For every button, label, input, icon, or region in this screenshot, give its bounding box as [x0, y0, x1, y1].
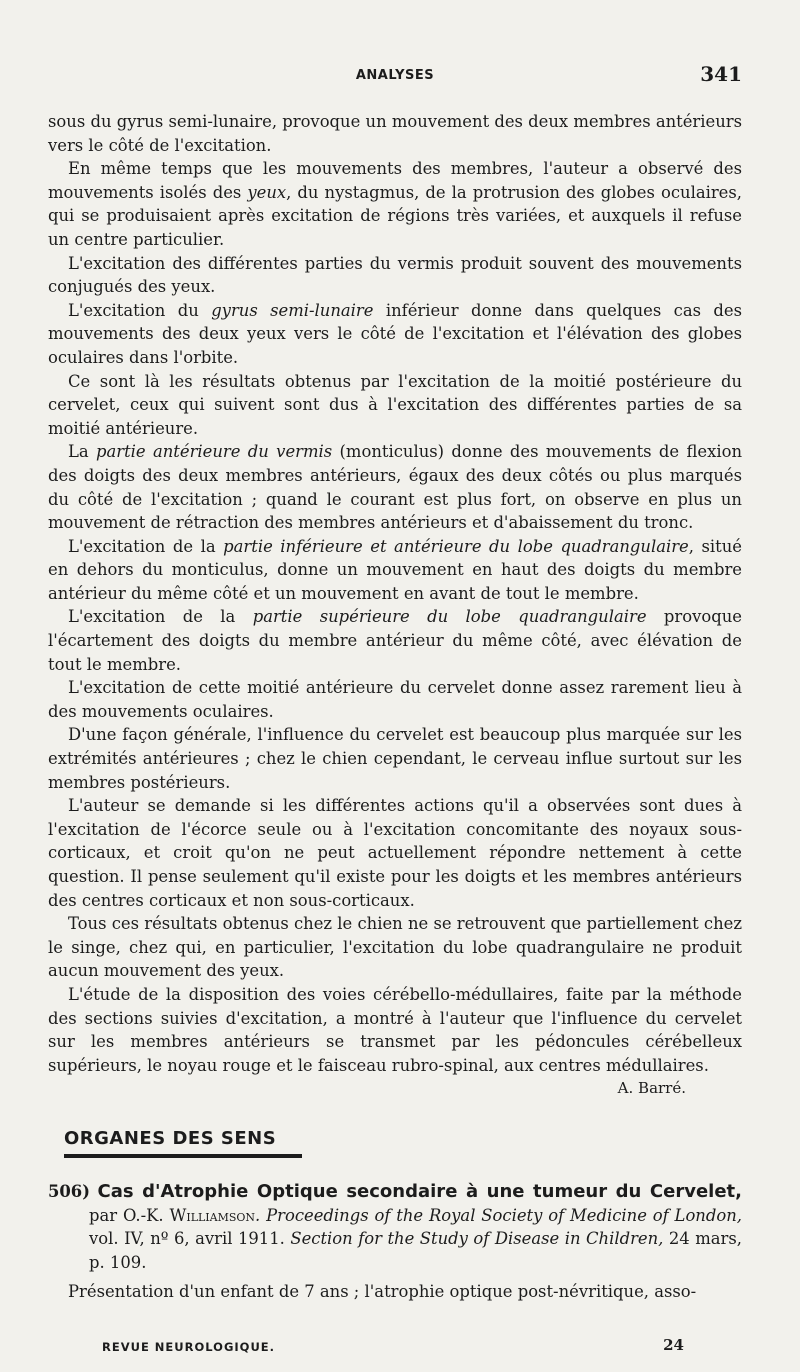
page-number: 341 — [700, 62, 742, 86]
italic-term: gyrus semi-lunaire — [211, 300, 374, 320]
signature-mark: 24 — [663, 1336, 684, 1354]
text-run: (monticulus) donne des mouvements de flexion des doigts des deux membres antérieurs, égaux des deux côtés ou plus marqués du côté de l'excitation ; quand le courant est plus fort, on observe en plus un mouvement de rétraction des membres antérieurs et d'abaissement du tronc. — [48, 442, 742, 533]
paragraph — [48, 723, 742, 794]
text-run: L'étude de la disposition des voies cérébello-médullaires, faite par la méthode des sections suivies d'excitation, a montré à l'auteur que l'influence du cervelet sur les membres antérieurs se transmet par les pédoncules cérébelleux supérieurs, le noyau rouge et le faisceau rubro-spinal, aux centres médullaires. — [48, 984, 742, 1075]
text-run: L'excitation de la — [68, 607, 253, 627]
paragraph — [48, 370, 742, 441]
paragraph — [48, 535, 742, 606]
text-run: provoque l'écartement des doigts du membre antérieur du même côté, avec élévation de tout le membre. — [48, 607, 742, 674]
italic-term: partie antérieure du vermis — [96, 442, 333, 462]
paragraph — [48, 605, 742, 676]
paragraph — [48, 157, 742, 251]
text-run: , du nystagmus, de la protrusion des globes oculaires, qui se produisaient après excitation de régions très variées, et auxquels il refuse un centre particulier. — [48, 182, 742, 249]
text-run: L'excitation du — [68, 300, 212, 320]
paragraph — [48, 794, 742, 912]
running-head — [48, 62, 742, 88]
text-run: L'excitation de la — [68, 536, 224, 556]
text-run: La — [68, 442, 96, 462]
text-run: D'une façon générale, l'influence du cervelet est beaucoup plus marquée sur les extrémités antérieures ; chez le chien cependant, le cerveau influe surtout sur les membres postérieurs. — [48, 725, 742, 792]
entry-text: Présentation d'un enfant de 7 ans ; l'atrophie optique post-névritique, asso- — [68, 1282, 697, 1302]
paragraph-list — [48, 110, 742, 1077]
journal-name: REVUE NEUROLOGIQUE. — [102, 1340, 276, 1354]
text-run: Ce sont là les résultats obtenus par l'excitation de la moitié postérieure du cervelet, ceux qui suivent sont dus à l'excitation des différentes parties de sa moitié antérieure. — [48, 371, 742, 438]
abstract-entry — [48, 1180, 742, 1304]
entry-section-ref: Section for the Study of Disease in Children, — [290, 1229, 664, 1249]
paragraph — [48, 912, 742, 983]
italic-term: partie supérieure du lobe quadrangulaire — [252, 607, 647, 627]
italic-term: partie inférieure et antérieure du lobe quadrangulaire — [223, 536, 689, 556]
article-body — [48, 110, 742, 1101]
text-run: inférieur donne dans quelques cas des mouvements des deux yeux vers le côté de l'excitation et l'élévation des globes oculaires dans l'orbite. — [48, 300, 742, 367]
italic-term: yeux — [247, 182, 287, 202]
entry-volume: vol. IV, nº 6, avril 1911. — [89, 1229, 291, 1249]
paragraph — [48, 110, 742, 157]
author-signature: A. Barré. — [617, 1079, 686, 1098]
section-title: ORGANES DES SENS — [64, 1128, 277, 1149]
text-run: En même temps que les mouvements des membres, l'auteur a observé des mouvements isolés des — [48, 159, 742, 202]
text-run: sous du gyrus semi-lunaire, provoque un mouvement des deux membres antérieurs vers le côté de l'excitation. — [48, 112, 743, 155]
text-run: L'excitation des différentes parties du vermis produit souvent des mouvements conjugués des yeux. — [48, 253, 742, 297]
entry-date-pages: 24 mars, p. 109. — [89, 1229, 742, 1272]
entry-author: Williamson — [169, 1205, 256, 1225]
text-run: , situé en dehors du monticulus, donne un mouvement en haut des doigts du membre antérieur du même côté et un mouvement en avant de tout le membre. — [48, 536, 742, 603]
entry-number: 506) — [48, 1182, 90, 1201]
running-title: ANALYSES — [355, 68, 435, 83]
entry-source: . Proceedings of the Royal Society of Medicine of London, — [255, 1205, 742, 1225]
section-rule — [64, 1154, 302, 1158]
paragraph — [48, 676, 742, 723]
page-footer — [48, 1336, 742, 1358]
text-run: Tous ces résultats obtenus chez le chien ne se retrouvent que partiellement chez le singe, chez qui, en particulier, l'excitation du lobe quadrangulaire ne produit aucun mouvement des yeux. — [48, 914, 742, 981]
paragraph — [48, 983, 742, 1077]
entry-title: Cas d'Atrophie Optique secondaire à une tumeur du Cervelet, — [97, 1181, 742, 1202]
paragraph — [48, 299, 742, 370]
paragraph — [48, 252, 742, 299]
text-run: L'auteur se demande si les différentes actions qu'il a observées sont dues à l'excitation de l'écorce seule ou à l'excitation concomitante des noyaux sous-corticaux, et croit qu'on ne peut actuellement répondre nettement à cette question. Il pense seulement qu'il existe pour les doigts et les membres antérieurs des centres corticaux et non sous-corticaux. — [48, 796, 742, 910]
entry-heading — [48, 1180, 742, 1274]
paragraph — [48, 440, 742, 534]
entry-by: par O.-K. — [89, 1205, 170, 1225]
text-run: L'excitation de cette moitié antérieure du cervelet donne assez rarement lieu à des mouvements oculaires. — [48, 678, 742, 721]
